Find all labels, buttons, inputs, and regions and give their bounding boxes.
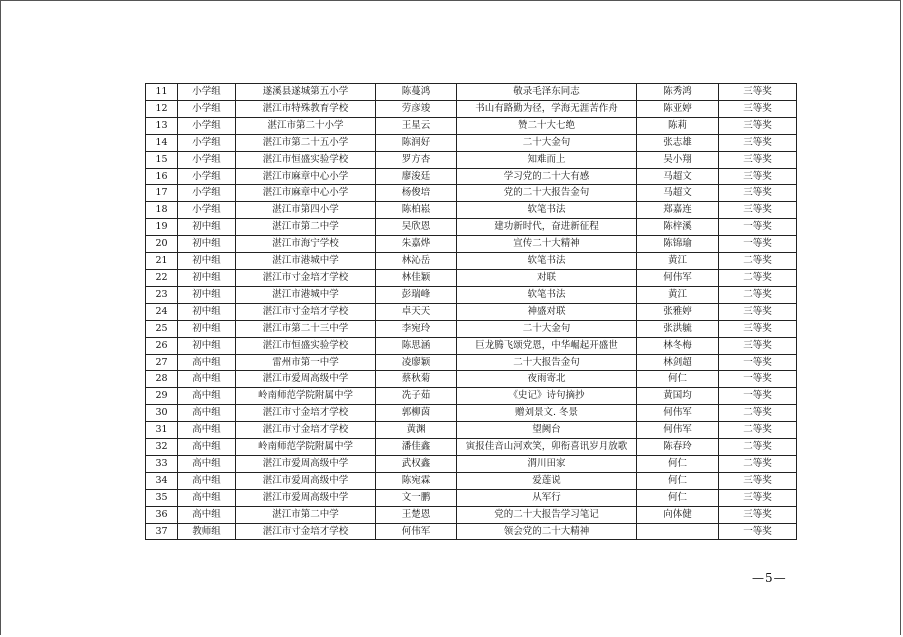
- work-title-cell: 赠刘景文. 冬景: [457, 405, 637, 422]
- group-cell: 小学组: [178, 202, 236, 219]
- teacher-cell: 何伟军: [637, 422, 719, 439]
- school-cell: 湛江市寸金培才学校: [236, 269, 376, 286]
- table-row: [146, 422, 797, 439]
- group-cell: 小学组: [178, 151, 236, 168]
- teacher-cell: 马超文: [637, 168, 719, 185]
- group-cell: 初中组: [178, 219, 236, 236]
- school-cell: 湛江市港城中学: [236, 286, 376, 303]
- teacher-cell: 何仁: [637, 489, 719, 506]
- row-number-cell: 36: [146, 506, 178, 523]
- group-cell: 小学组: [178, 185, 236, 202]
- teacher-cell: 何伟军: [637, 405, 719, 422]
- row-number-cell: 20: [146, 236, 178, 253]
- teacher-cell: 黄国均: [637, 388, 719, 405]
- table-row: [146, 455, 797, 472]
- table-row: [146, 489, 797, 506]
- work-title-cell: 二十大报告金句: [457, 354, 637, 371]
- school-cell: 岭南师范学院附属中学: [236, 388, 376, 405]
- row-number-cell: 13: [146, 117, 178, 134]
- teacher-cell: 何伟军: [637, 269, 719, 286]
- work-title-cell: 寅报佳音山河欢笑，卯衔喜讯岁月放歌: [457, 439, 637, 456]
- row-number-cell: 27: [146, 354, 178, 371]
- row-number-cell: 29: [146, 388, 178, 405]
- work-title-cell: 巨龙腾飞颂党恩，中华崛起开盛世: [457, 337, 637, 354]
- student-name-cell: 吴欣恩: [376, 219, 457, 236]
- school-cell: 湛江市寸金培才学校: [236, 405, 376, 422]
- school-cell: 雷州市第一中学: [236, 354, 376, 371]
- prize-cell: 三等奖: [719, 117, 797, 134]
- row-number-cell: 33: [146, 455, 178, 472]
- work-title-cell: 软笔书法: [457, 253, 637, 270]
- student-name-cell: 陈蔓鸿: [376, 84, 457, 101]
- group-cell: 初中组: [178, 286, 236, 303]
- school-cell: 湛江市恒盛实验学校: [236, 337, 376, 354]
- teacher-cell: 林冬梅: [637, 337, 719, 354]
- work-title-cell: 党的二十大报告学习笔记: [457, 506, 637, 523]
- school-cell: 湛江市第四小学: [236, 202, 376, 219]
- work-title-cell: 党的二十大报告金句: [457, 185, 637, 202]
- prize-cell: 三等奖: [719, 84, 797, 101]
- student-name-cell: 陈柏崧: [376, 202, 457, 219]
- row-number-cell: 34: [146, 472, 178, 489]
- row-number-cell: 37: [146, 523, 178, 540]
- row-number-cell: 14: [146, 134, 178, 151]
- teacher-cell: 何仁: [637, 455, 719, 472]
- prize-cell: 二等奖: [719, 253, 797, 270]
- table-row: [146, 185, 797, 202]
- school-cell: 湛江市爱周高级中学: [236, 371, 376, 388]
- table-row: [146, 472, 797, 489]
- group-cell: 高中组: [178, 489, 236, 506]
- table-row: [146, 151, 797, 168]
- prize-cell: 三等奖: [719, 185, 797, 202]
- row-number-cell: 26: [146, 337, 178, 354]
- teacher-cell: 陈梓溪: [637, 219, 719, 236]
- group-cell: 高中组: [178, 354, 236, 371]
- prize-cell: 三等奖: [719, 489, 797, 506]
- school-cell: 湛江市爱周高级中学: [236, 455, 376, 472]
- student-name-cell: 武权鑫: [376, 455, 457, 472]
- work-title-cell: 学习党的二十大有感: [457, 168, 637, 185]
- work-title-cell: 二十大金句: [457, 320, 637, 337]
- student-name-cell: 陈思涵: [376, 337, 457, 354]
- student-name-cell: 文一鹏: [376, 489, 457, 506]
- table-row: [146, 337, 797, 354]
- row-number-cell: 17: [146, 185, 178, 202]
- school-cell: 湛江市恒盛实验学校: [236, 151, 376, 168]
- group-cell: 初中组: [178, 269, 236, 286]
- prize-cell: 三等奖: [719, 168, 797, 185]
- student-name-cell: 朱嘉烨: [376, 236, 457, 253]
- student-name-cell: 林沁岳: [376, 253, 457, 270]
- teacher-cell: 黄江: [637, 253, 719, 270]
- table-row: [146, 405, 797, 422]
- group-cell: 小学组: [178, 168, 236, 185]
- group-cell: 高中组: [178, 506, 236, 523]
- table-row: [146, 523, 797, 540]
- group-cell: 小学组: [178, 84, 236, 101]
- row-number-cell: 22: [146, 269, 178, 286]
- teacher-cell: 马超文: [637, 185, 719, 202]
- prize-cell: 二等奖: [719, 269, 797, 286]
- row-number-cell: 24: [146, 303, 178, 320]
- teacher-cell: 何仁: [637, 472, 719, 489]
- table-row: [146, 286, 797, 303]
- prize-cell: 一等奖: [719, 354, 797, 371]
- table-row: [146, 320, 797, 337]
- student-name-cell: 廖浚廷: [376, 168, 457, 185]
- teacher-cell: 张雅婷: [637, 303, 719, 320]
- work-title-cell: 书山有路勤为径，学海无涯苦作舟: [457, 100, 637, 117]
- table-row: [146, 117, 797, 134]
- student-name-cell: 李宛玲: [376, 320, 457, 337]
- teacher-cell: 陈锦瑜: [637, 236, 719, 253]
- group-cell: 初中组: [178, 303, 236, 320]
- prize-cell: 三等奖: [719, 320, 797, 337]
- prize-cell: 一等奖: [719, 523, 797, 540]
- row-number-cell: 30: [146, 405, 178, 422]
- award-table: [145, 83, 797, 540]
- school-cell: 湛江市麻章中心小学: [236, 168, 376, 185]
- work-title-cell: 神盛对联: [457, 303, 637, 320]
- table-row: [146, 253, 797, 270]
- group-cell: 初中组: [178, 320, 236, 337]
- work-title-cell: 二十大金句: [457, 134, 637, 151]
- school-cell: 湛江市第二中学: [236, 219, 376, 236]
- table-row: [146, 269, 797, 286]
- row-number-cell: 31: [146, 422, 178, 439]
- work-title-cell: 渭川田家: [457, 455, 637, 472]
- row-number-cell: 28: [146, 371, 178, 388]
- work-title-cell: 宣传二十大精神: [457, 236, 637, 253]
- teacher-cell: 张洪毓: [637, 320, 719, 337]
- school-cell: 湛江市麻章中心小学: [236, 185, 376, 202]
- prize-cell: 二等奖: [719, 422, 797, 439]
- group-cell: 高中组: [178, 422, 236, 439]
- table-row: [146, 439, 797, 456]
- work-title-cell: 对联: [457, 269, 637, 286]
- prize-cell: 一等奖: [719, 219, 797, 236]
- group-cell: 高中组: [178, 388, 236, 405]
- prize-cell: 一等奖: [719, 371, 797, 388]
- school-cell: 湛江市爱周高级中学: [236, 489, 376, 506]
- school-cell: 湛江市港城中学: [236, 253, 376, 270]
- row-number-cell: 32: [146, 439, 178, 456]
- row-number-cell: 16: [146, 168, 178, 185]
- group-cell: 高中组: [178, 472, 236, 489]
- prize-cell: 三等奖: [719, 134, 797, 151]
- work-title-cell: 建功新时代，奋进新征程: [457, 219, 637, 236]
- row-number-cell: 21: [146, 253, 178, 270]
- student-name-cell: 卓天天: [376, 303, 457, 320]
- group-cell: 小学组: [178, 100, 236, 117]
- school-cell: 湛江市第二十五小学: [236, 134, 376, 151]
- group-cell: 高中组: [178, 371, 236, 388]
- teacher-cell: 陈亚婷: [637, 100, 719, 117]
- row-number-cell: 25: [146, 320, 178, 337]
- work-title-cell: 《史记》诗句摘抄: [457, 388, 637, 405]
- school-cell: 湛江市海宁学校: [236, 236, 376, 253]
- table-row: [146, 168, 797, 185]
- table-row: [146, 371, 797, 388]
- row-number-cell: 12: [146, 100, 178, 117]
- group-cell: 初中组: [178, 236, 236, 253]
- student-name-cell: 蔡秋菊: [376, 371, 457, 388]
- student-name-cell: 郭柳茵: [376, 405, 457, 422]
- row-number-cell: 23: [146, 286, 178, 303]
- prize-cell: 一等奖: [719, 388, 797, 405]
- table-row: [146, 303, 797, 320]
- row-number-cell: 35: [146, 489, 178, 506]
- work-title-cell: 领会党的二十大精神: [457, 523, 637, 540]
- work-title-cell: 知难而上: [457, 151, 637, 168]
- group-cell: 小学组: [178, 117, 236, 134]
- work-title-cell: 夜雨寄北: [457, 371, 637, 388]
- school-cell: 湛江市第二中学: [236, 506, 376, 523]
- student-name-cell: 何伟军: [376, 523, 457, 540]
- teacher-cell: 黄江: [637, 286, 719, 303]
- table-row: [146, 506, 797, 523]
- teacher-cell: 林剑超: [637, 354, 719, 371]
- school-cell: 湛江市特殊教育学校: [236, 100, 376, 117]
- student-name-cell: 杨俊培: [376, 185, 457, 202]
- table-row: [146, 354, 797, 371]
- school-cell: 湛江市寸金培才学校: [236, 422, 376, 439]
- student-name-cell: 陈宛霖: [376, 472, 457, 489]
- table-row: [146, 219, 797, 236]
- school-cell: 湛江市寸金培才学校: [236, 303, 376, 320]
- prize-cell: 三等奖: [719, 303, 797, 320]
- prize-cell: 三等奖: [719, 202, 797, 219]
- teacher-cell: 张志雄: [637, 134, 719, 151]
- page-number: —5—: [752, 571, 787, 585]
- prize-cell: 三等奖: [719, 100, 797, 117]
- teacher-cell: 陈春玲: [637, 439, 719, 456]
- school-cell: 湛江市爱周高级中学: [236, 472, 376, 489]
- work-title-cell: 敬录毛泽东同志: [457, 84, 637, 101]
- student-name-cell: 王楚恩: [376, 506, 457, 523]
- award-table-body: [146, 84, 797, 540]
- prize-cell: 二等奖: [719, 439, 797, 456]
- student-name-cell: 王星云: [376, 117, 457, 134]
- row-number-cell: 18: [146, 202, 178, 219]
- group-cell: 教师组: [178, 523, 236, 540]
- student-name-cell: 冼子茹: [376, 388, 457, 405]
- school-cell: 遂溪县遂城第五小学: [236, 84, 376, 101]
- teacher-cell: 吴小翔: [637, 151, 719, 168]
- school-cell: 岭南师范学院附属中学: [236, 439, 376, 456]
- prize-cell: 二等奖: [719, 455, 797, 472]
- prize-cell: 三等奖: [719, 506, 797, 523]
- teacher-cell: 陈莉: [637, 117, 719, 134]
- school-cell: 湛江市寸金培才学校: [236, 523, 376, 540]
- table-row: [146, 202, 797, 219]
- school-cell: 湛江市第二十三中学: [236, 320, 376, 337]
- student-name-cell: 彭瑞峰: [376, 286, 457, 303]
- work-title-cell: 望阙台: [457, 422, 637, 439]
- teacher-cell: 向体健: [637, 506, 719, 523]
- student-name-cell: 罗方杏: [376, 151, 457, 168]
- school-cell: 湛江市第二十小学: [236, 117, 376, 134]
- group-cell: 初中组: [178, 337, 236, 354]
- table-row: [146, 388, 797, 405]
- row-number-cell: 11: [146, 84, 178, 101]
- student-name-cell: 凌廖颖: [376, 354, 457, 371]
- teacher-cell: [637, 523, 719, 540]
- table-row: [146, 84, 797, 101]
- student-name-cell: 陈润好: [376, 134, 457, 151]
- teacher-cell: 郑嘉连: [637, 202, 719, 219]
- student-name-cell: 潘佳鑫: [376, 439, 457, 456]
- prize-cell: 三等奖: [719, 472, 797, 489]
- table-row: [146, 236, 797, 253]
- student-name-cell: 黄渊: [376, 422, 457, 439]
- work-title-cell: 软笔书法: [457, 286, 637, 303]
- prize-cell: 三等奖: [719, 337, 797, 354]
- prize-cell: 三等奖: [719, 151, 797, 168]
- group-cell: 高中组: [178, 439, 236, 456]
- group-cell: 高中组: [178, 455, 236, 472]
- work-title-cell: 爱莲说: [457, 472, 637, 489]
- table-row: [146, 134, 797, 151]
- work-title-cell: 赞二十大七绝: [457, 117, 637, 134]
- table-row: [146, 100, 797, 117]
- prize-cell: 二等奖: [719, 286, 797, 303]
- group-cell: 小学组: [178, 134, 236, 151]
- prize-cell: 一等奖: [719, 236, 797, 253]
- group-cell: 高中组: [178, 405, 236, 422]
- group-cell: 初中组: [178, 253, 236, 270]
- prize-cell: 二等奖: [719, 405, 797, 422]
- row-number-cell: 19: [146, 219, 178, 236]
- student-name-cell: 林佳颖: [376, 269, 457, 286]
- row-number-cell: 15: [146, 151, 178, 168]
- teacher-cell: 陈秀鸿: [637, 84, 719, 101]
- work-title-cell: 从军行: [457, 489, 637, 506]
- teacher-cell: 何仁: [637, 371, 719, 388]
- work-title-cell: 软笔书法: [457, 202, 637, 219]
- student-name-cell: 劳彦竣: [376, 100, 457, 117]
